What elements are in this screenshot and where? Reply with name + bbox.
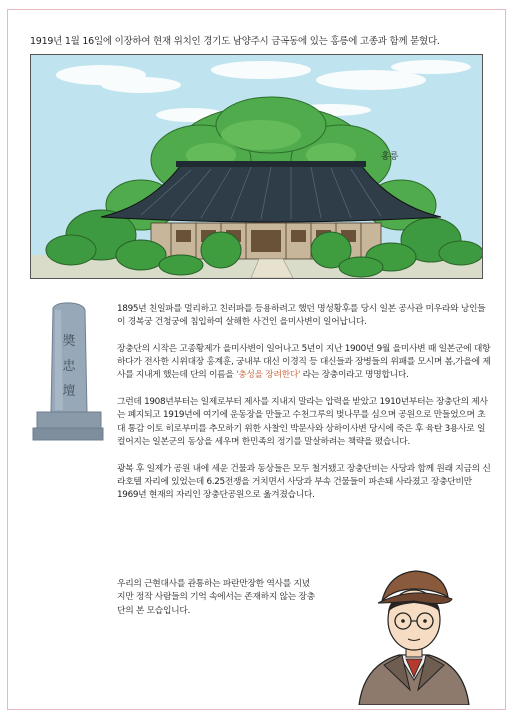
- narrator-character-illustration: [344, 555, 484, 705]
- quote-text: '충성을 장려한다': [236, 370, 301, 381]
- inscription-char-2: 忠: [62, 359, 76, 374]
- hongneung-illustration: [30, 54, 483, 279]
- paragraph-5: 우리의 근현대사를 관통하는 파란만장한 역사를 지녔지만 정작 사람들의 기억 속에서는 존재하지 않는 장충단의 본 모습입니다.: [117, 579, 315, 616]
- paragraph-3: 그런데 1908년부터는 일제로부터 제사를 지내지 말라는 압력을 받았고 1910년부터는 장충단의 제사는 폐지되고 1919년에 여기에 운동장을 만들고 수천그루의 벚나무를 심으며 공원으로 만들었으며 초대 통감 이토 히로부미를 추모하기 위한 사찰인 박문사와 상하이사변 당시에 죽은 후 육탄 3용사로 일컬어지는 일본군의 동상을 세우며 한민족의 정기를 말살하려는 책략을 폈습니다.: [117, 397, 488, 447]
- jangchungdan-monument-photo: [31, 300, 105, 442]
- paragraph-2: 장충단의 시작은 고종황제가 을미사변이 일어나고 5년이 지난 1900년 9월 을미사변 때 일본군에 대항하다가 전사한 시위대장 홍계훈, 궁내부 대신 이경직 등 대신들과 장병들의 위패를 모시며 봄,가을에 제사를 지내게 했는데 단의 이름을 '충성을 장려한다' 라는 장충이라고 명명합니다.: [117, 343, 491, 381]
- inscription-char-1: 奬: [62, 334, 76, 349]
- body-text: [117, 303, 491, 516]
- paragraph-1: 1895년 친일파를 멀리하고 친러파를 등용하려고 했던 명성황후를 당시 일본 공사관 미우라와 낭인들이 경복궁 건청궁에 침입하여 살해한 사건인 을미사변이 일어납니다.: [117, 304, 486, 328]
- inscription-char-3: 壇: [62, 384, 76, 399]
- closing-text: [117, 578, 317, 618]
- paragraph-4: 광복 후 일제가 공원 내에 세운 건물과 동상들은 모두 철거됐고 장충단비는 사당과 함께 원래 지금의 신라호텔 자리에 있었는데 6.25전쟁을 거치면서 사당과 부속 건물들이 파손돼 사라졌고 장충단비만 1969년 현재의 자리인 장충단공원으로 옮겨졌습니다.: [117, 463, 491, 501]
- tomb-label: 홍릉: [381, 152, 399, 162]
- hongneung-drawing: [31, 55, 482, 278]
- caption-text: 1919년 1월 16일에 이장하여 현재 위치인 경기도 남양주시 금곡동에 있는 홍릉에 고종과 함께 묻혔다.: [30, 36, 440, 47]
